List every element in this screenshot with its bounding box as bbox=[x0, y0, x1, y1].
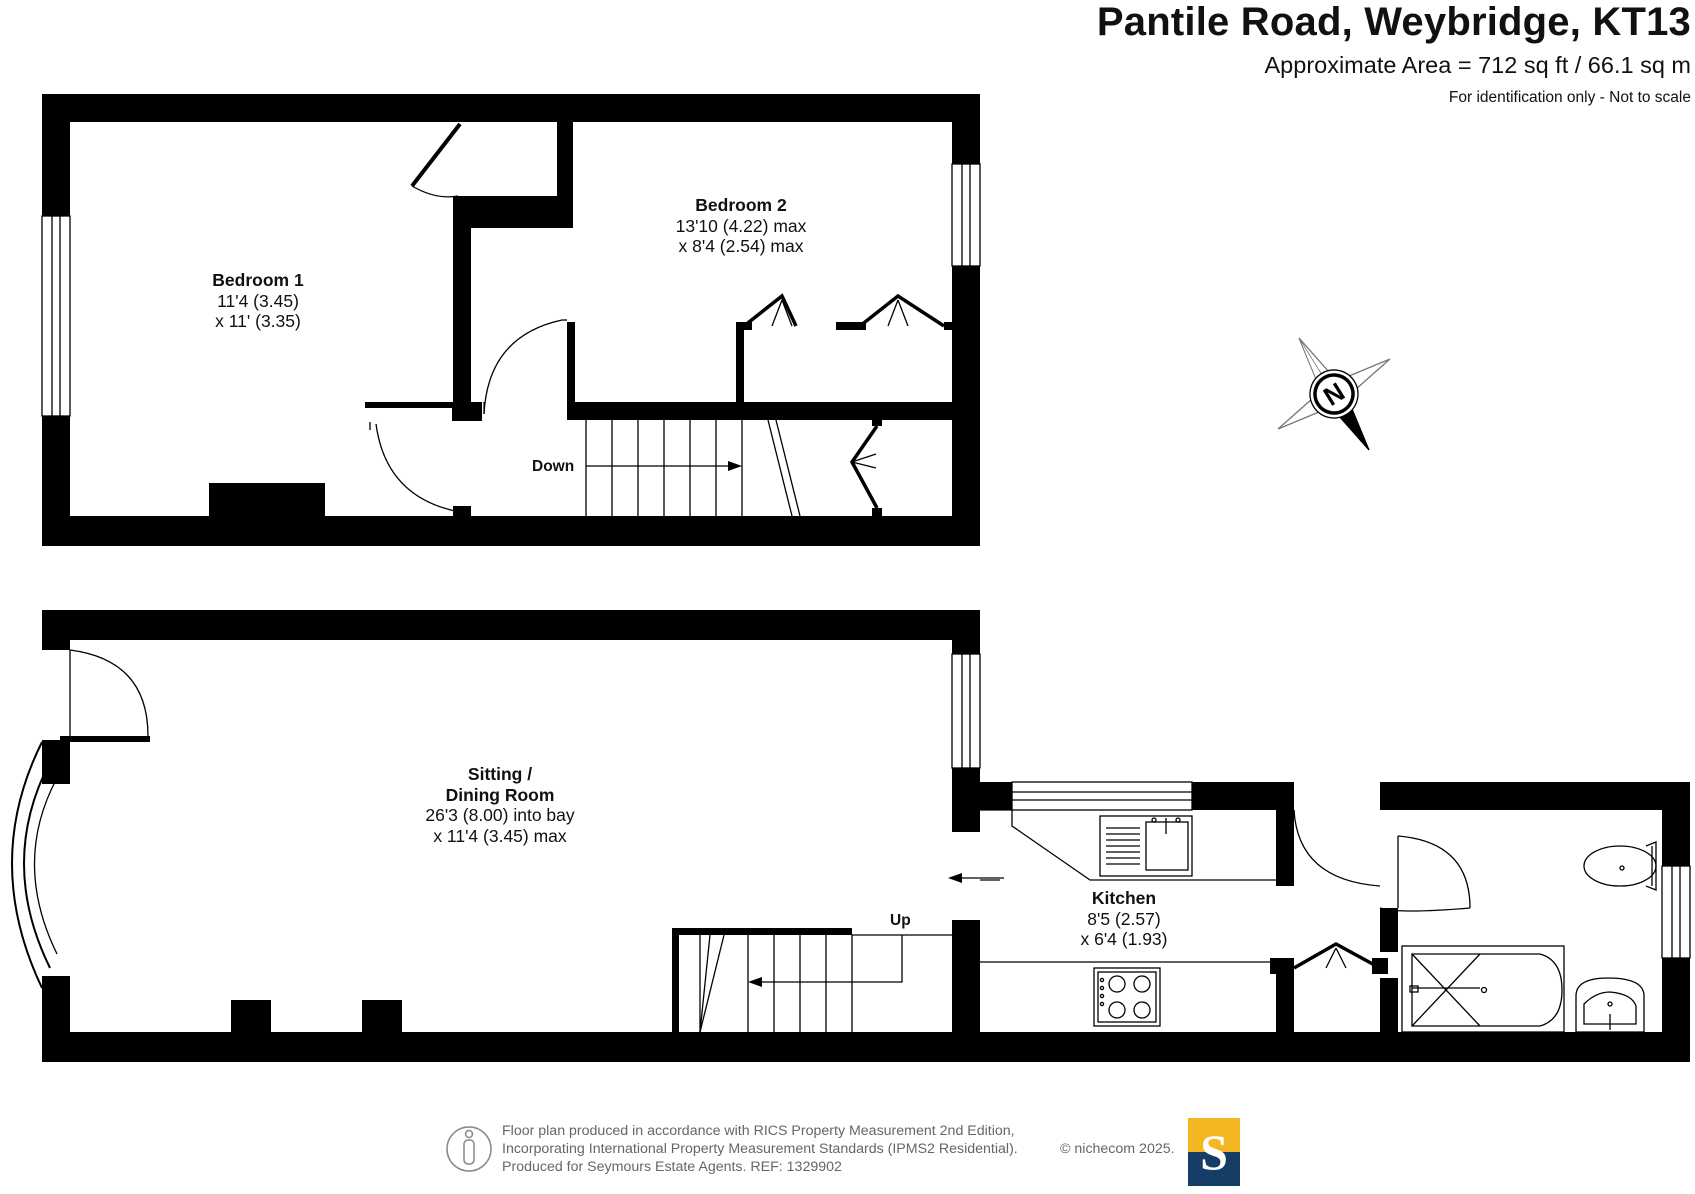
first-floor-walls bbox=[42, 94, 980, 546]
room-dimension: x 8'4 (2.54) max bbox=[678, 236, 804, 256]
room-label-kitchen bbox=[1081, 888, 1168, 950]
page-title: Pantile Road, Weybridge, KT13 bbox=[1096, 0, 1691, 44]
room-name: Sitting / bbox=[467, 764, 533, 784]
room-label-bedroom-2 bbox=[676, 195, 807, 257]
footer-line: Incorporating International Property Measurement Standards (IPMS2 Residential). bbox=[502, 1141, 1018, 1157]
identification-note: For identification only - Not to scale bbox=[1448, 89, 1691, 106]
bath-icon bbox=[1402, 946, 1564, 1032]
basin-icon bbox=[1576, 978, 1644, 1032]
stairs-down-label: Down bbox=[532, 458, 575, 475]
footer-disclaimer bbox=[502, 1122, 1018, 1176]
sink-icon bbox=[1100, 816, 1192, 876]
room-name: Dining Room bbox=[445, 784, 555, 805]
room-name: Bedroom 1 bbox=[212, 270, 304, 290]
toilet-icon bbox=[1584, 842, 1656, 890]
room-dimension: x 6'4 (1.93) bbox=[1080, 929, 1168, 949]
room-name: Bedroom 2 bbox=[695, 195, 787, 215]
seymours-logo bbox=[1188, 1118, 1240, 1186]
copyright: © nichecom 2025. bbox=[1060, 1141, 1175, 1157]
compass-icon bbox=[1243, 303, 1425, 485]
room-dimension: 13'10 (4.22) max bbox=[675, 215, 807, 236]
logo-letter: S bbox=[1200, 1124, 1228, 1180]
room-label-bedroom-1 bbox=[212, 270, 303, 332]
room-dimension: 26'3 (8.00) into bay bbox=[425, 805, 575, 825]
compass-north-label: N bbox=[1318, 376, 1350, 412]
footer-line: Produced for Seymours Estate Agents. REF: 1329902 bbox=[502, 1159, 842, 1175]
hob-icon bbox=[1094, 968, 1160, 1026]
stairs-up-label: Up bbox=[890, 912, 911, 929]
room-label-sitting-dining-room bbox=[425, 764, 574, 846]
approximate-area: Approximate Area = 712 sq ft / 66.1 sq m bbox=[1264, 52, 1691, 78]
room-dimension: 8'5 (2.57) bbox=[1087, 908, 1161, 929]
footer-line: Floor plan produced in accordance with RICS Property Measurement 2nd Edition, bbox=[502, 1123, 1015, 1139]
room-dimension: x 11'4 (3.45) max bbox=[433, 825, 567, 846]
person-icon bbox=[447, 1127, 491, 1171]
room-dimension: 11'4 (3.45) bbox=[217, 290, 299, 311]
room-dimension: x 11' (3.35) bbox=[215, 311, 301, 331]
room-name: Kitchen bbox=[1091, 888, 1157, 908]
